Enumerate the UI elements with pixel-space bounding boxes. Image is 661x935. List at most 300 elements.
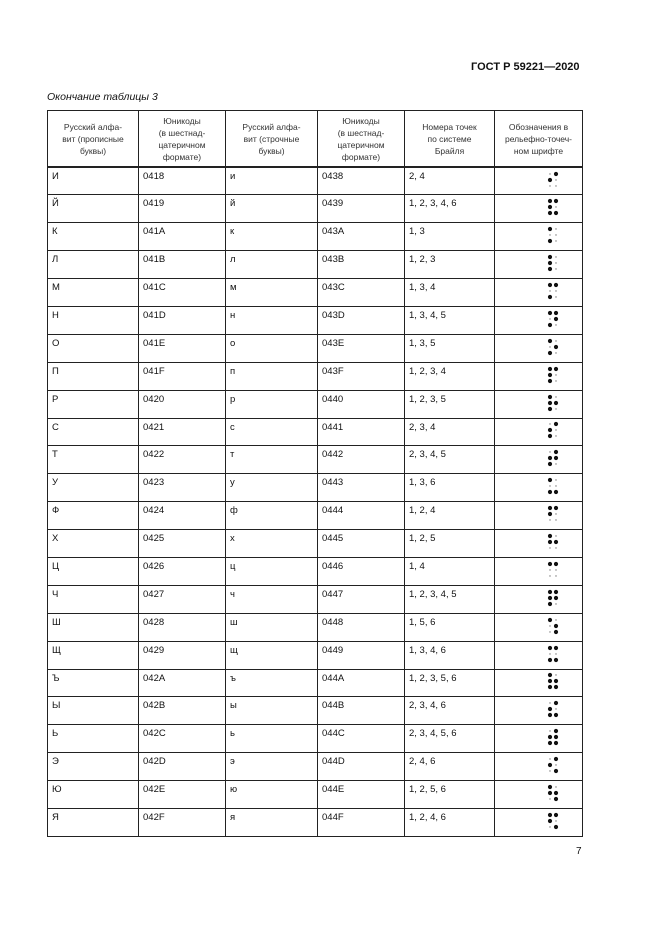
- lower-unicode-cell: 044C: [318, 725, 405, 753]
- upper-letter-cell: Й: [48, 195, 139, 223]
- lower-letter-cell: ц: [226, 557, 318, 585]
- upper-unicode-cell: 042F: [139, 808, 226, 836]
- braille-dot-raised: [547, 707, 551, 711]
- table-caption: Окончание таблицы 3: [47, 91, 158, 103]
- braille-dot-flat: [549, 519, 550, 520]
- braille-symbol-cell: [495, 613, 583, 641]
- upper-unicode-cell: 0424: [139, 502, 226, 530]
- upper-unicode-cell: 041A: [139, 223, 226, 251]
- braille-dot-raised: [547, 373, 551, 377]
- lower-letter-cell: у: [226, 474, 318, 502]
- lower-letter-cell: и: [226, 167, 318, 195]
- braille-dot-flat: [555, 603, 556, 604]
- header-line: Обозначения в: [508, 121, 569, 132]
- braille-dot-raised: [553, 791, 557, 795]
- braille-dot-flat: [555, 675, 556, 676]
- table-row: [48, 390, 583, 418]
- lower-unicode-cell: 0439: [318, 195, 405, 223]
- dot-numbers-cell: 1, 2, 3, 4, 5: [405, 585, 495, 613]
- braille-dot-raised: [547, 283, 551, 287]
- braille-dot-raised: [547, 394, 551, 398]
- dot-numbers-cell: 1, 3: [405, 223, 495, 251]
- lower-unicode-cell: 0440: [318, 390, 405, 418]
- lower-letter-cell: л: [226, 251, 318, 279]
- header-line: Русский алфа-: [63, 121, 123, 132]
- upper-letter-cell: Ш: [48, 613, 139, 641]
- braille-dot-flat: [555, 352, 556, 353]
- upper-unicode-cell: 042C: [139, 725, 226, 753]
- lower-letter-cell: о: [226, 334, 318, 362]
- braille-dot-flat: [549, 703, 550, 704]
- braille-dot-raised: [553, 400, 557, 404]
- braille-dot-flat: [549, 758, 550, 759]
- dot-numbers-cell: 2, 3, 4: [405, 418, 495, 446]
- braille-dot-flat: [555, 430, 556, 431]
- upper-letter-cell: О: [48, 334, 139, 362]
- braille-dot-raised: [553, 367, 557, 371]
- braille-dot-flat: [549, 653, 550, 654]
- upper-letter-cell: Ы: [48, 697, 139, 725]
- lower-unicode-cell: 043E: [318, 334, 405, 362]
- braille-dot-raised: [547, 227, 551, 231]
- upper-unicode-cell: 041F: [139, 362, 226, 390]
- braille-symbol: [546, 727, 560, 747]
- braille-dot-raised: [547, 478, 551, 482]
- braille-symbol-cell: [495, 390, 583, 418]
- header-line: цатеричном: [337, 139, 385, 150]
- braille-dot-raised: [553, 422, 557, 426]
- header-line: Юникоды: [342, 115, 380, 126]
- braille-dot-raised: [553, 540, 557, 544]
- dot-numbers-cell: 1, 2, 3, 4: [405, 362, 495, 390]
- braille-symbol-cell: [495, 362, 583, 390]
- upper-unicode-cell: 042B: [139, 697, 226, 725]
- header-line: Брайля: [434, 145, 465, 156]
- braille-dot-flat: [555, 374, 556, 375]
- header-line: цатеричном: [158, 139, 206, 150]
- braille-dot-raised: [553, 645, 557, 649]
- braille-dot-raised: [553, 311, 557, 315]
- braille-dot-raised: [553, 450, 557, 454]
- braille-dot-raised: [547, 239, 551, 243]
- upper-unicode-cell: 0420: [139, 390, 226, 418]
- braille-dot-flat: [549, 798, 550, 799]
- header-line: Номера точек: [422, 121, 477, 132]
- braille-dot-raised: [553, 199, 557, 203]
- lower-unicode-cell: 0441: [318, 418, 405, 446]
- braille-dot-raised: [547, 596, 551, 600]
- lower-letter-cell: й: [226, 195, 318, 223]
- braille-table: [47, 110, 583, 837]
- braille-symbol: [546, 448, 560, 468]
- braille-dot-flat: [555, 396, 556, 397]
- lower-unicode-cell: 044A: [318, 669, 405, 697]
- braille-symbol: [546, 365, 560, 385]
- braille-symbol: [546, 337, 560, 357]
- upper-unicode-cell: 042D: [139, 753, 226, 781]
- header-line: формате): [162, 151, 202, 162]
- braille-dot-raised: [547, 490, 551, 494]
- upper-letter-cell: Р: [48, 390, 139, 418]
- braille-dot-raised: [553, 825, 557, 829]
- braille-dot-flat: [555, 268, 556, 269]
- dot-numbers-cell: 1, 4: [405, 557, 495, 585]
- braille-dot-raised: [547, 791, 551, 795]
- lower-letter-cell: ъ: [226, 669, 318, 697]
- table-row: [48, 334, 583, 362]
- header-lower-unicode: [318, 111, 405, 168]
- braille-dot-raised: [553, 317, 557, 321]
- braille-dot-flat: [555, 513, 556, 514]
- table-row: [48, 808, 583, 836]
- braille-symbol-cell: [495, 697, 583, 725]
- braille-symbol: [546, 476, 560, 496]
- lower-unicode-cell: 044D: [318, 753, 405, 781]
- braille-dot-raised: [553, 713, 557, 717]
- table-row: [48, 641, 583, 669]
- braille-dot-raised: [547, 673, 551, 677]
- table-row: [48, 418, 583, 446]
- dot-numbers-cell: 2, 4: [405, 167, 495, 195]
- header-upper-letter: [48, 111, 139, 168]
- dot-numbers-cell: 2, 3, 4, 5: [405, 446, 495, 474]
- dot-numbers-cell: 1, 3, 6: [405, 474, 495, 502]
- braille-symbol: [546, 253, 560, 273]
- header-lower-letter: [226, 111, 318, 168]
- upper-unicode-cell: 0425: [139, 530, 226, 558]
- dot-numbers-cell: 1, 2, 4: [405, 502, 495, 530]
- braille-symbol-cell: [495, 502, 583, 530]
- lower-unicode-cell: 044F: [318, 808, 405, 836]
- braille-dot-flat: [555, 256, 556, 257]
- braille-dot-raised: [547, 562, 551, 566]
- braille-dot-raised: [547, 434, 551, 438]
- braille-dot-flat: [555, 535, 556, 536]
- lower-unicode-cell: 043C: [318, 279, 405, 307]
- lower-unicode-cell: 043A: [318, 223, 405, 251]
- braille-dot-raised: [547, 339, 551, 343]
- braille-dot-raised: [553, 741, 557, 745]
- braille-symbol: [546, 420, 560, 440]
- braille-dot-flat: [549, 486, 550, 487]
- dot-numbers-cell: 1, 2, 5: [405, 530, 495, 558]
- braille-dot-raised: [547, 713, 551, 717]
- lower-letter-cell: ь: [226, 725, 318, 753]
- lower-letter-cell: х: [226, 530, 318, 558]
- table-header-row: [48, 111, 583, 168]
- braille-dot-raised: [547, 267, 551, 271]
- document-id: ГОСТ Р 59221—2020: [471, 61, 580, 73]
- dot-numbers-cell: 1, 2, 3, 5: [405, 390, 495, 418]
- header-line: вит (строчные: [243, 133, 300, 144]
- braille-dot-raised: [547, 785, 551, 789]
- header-line: рельефно-точеч-: [504, 133, 572, 144]
- upper-unicode-cell: 041C: [139, 279, 226, 307]
- dot-numbers-cell: 1, 3, 5: [405, 334, 495, 362]
- upper-unicode-cell: 0426: [139, 557, 226, 585]
- braille-symbol-cell: [495, 306, 583, 334]
- header-line: вит (прописные: [62, 133, 124, 144]
- lower-letter-cell: р: [226, 390, 318, 418]
- braille-dot-raised: [553, 701, 557, 705]
- braille-dot-raised: [547, 763, 551, 767]
- braille-symbol: [546, 671, 560, 691]
- braille-dot-raised: [547, 211, 551, 215]
- lower-letter-cell: п: [226, 362, 318, 390]
- lower-letter-cell: щ: [226, 641, 318, 669]
- braille-symbol: [546, 197, 560, 217]
- braille-dot-raised: [547, 735, 551, 739]
- upper-unicode-cell: 042E: [139, 781, 226, 809]
- header-line: Юникоды: [163, 115, 201, 126]
- braille-dot-flat: [555, 519, 556, 520]
- lower-letter-cell: к: [226, 223, 318, 251]
- lower-letter-cell: я: [226, 808, 318, 836]
- braille-dot-raised: [547, 205, 551, 209]
- header-braille-symbol: [495, 111, 583, 168]
- upper-letter-cell: Х: [48, 530, 139, 558]
- lower-unicode-cell: 0446: [318, 557, 405, 585]
- braille-dot-flat: [549, 575, 550, 576]
- braille-dot-raised: [553, 657, 557, 661]
- braille-dot-raised: [553, 345, 557, 349]
- braille-symbol: [546, 309, 560, 329]
- upper-unicode-cell: 0419: [139, 195, 226, 223]
- braille-dot-flat: [549, 318, 550, 319]
- braille-dot-flat: [549, 452, 550, 453]
- upper-unicode-cell: 0428: [139, 613, 226, 641]
- lower-unicode-cell: 0442: [318, 446, 405, 474]
- braille-dot-flat: [555, 241, 556, 242]
- dot-numbers-cell: 2, 3, 4, 6: [405, 697, 495, 725]
- braille-dot-raised: [547, 295, 551, 299]
- lower-unicode-cell: 044E: [318, 781, 405, 809]
- lower-unicode-cell: 0445: [318, 530, 405, 558]
- braille-symbol-cell: [495, 474, 583, 502]
- braille-symbol-cell: [495, 725, 583, 753]
- header-line: буквы): [79, 145, 107, 156]
- braille-dot-flat: [555, 486, 556, 487]
- braille-dot-flat: [555, 619, 556, 620]
- dot-numbers-cell: 1, 2, 3: [405, 251, 495, 279]
- braille-dot-raised: [553, 456, 557, 460]
- braille-symbol: [546, 281, 560, 301]
- upper-letter-cell: М: [48, 279, 139, 307]
- braille-dot-flat: [555, 229, 556, 230]
- braille-symbol-cell: [495, 641, 583, 669]
- braille-dot-raised: [553, 283, 557, 287]
- table-row: [48, 195, 583, 223]
- lower-unicode-cell: 0444: [318, 502, 405, 530]
- braille-symbol-cell: [495, 251, 583, 279]
- table-row: [48, 613, 583, 641]
- upper-letter-cell: Ъ: [48, 669, 139, 697]
- header-line: буквы): [258, 145, 285, 156]
- table-row: [48, 753, 583, 781]
- lower-letter-cell: с: [226, 418, 318, 446]
- upper-letter-cell: И: [48, 167, 139, 195]
- braille-dot-flat: [555, 185, 556, 186]
- braille-dot-flat: [555, 235, 556, 236]
- braille-symbol-cell: [495, 585, 583, 613]
- braille-symbol-cell: [495, 223, 583, 251]
- braille-dot-flat: [555, 262, 556, 263]
- braille-dot-flat: [555, 464, 556, 465]
- braille-symbol: [546, 170, 560, 190]
- upper-letter-cell: У: [48, 474, 139, 502]
- table-row: [48, 781, 583, 809]
- braille-dot-raised: [553, 679, 557, 683]
- lower-letter-cell: ю: [226, 781, 318, 809]
- dot-numbers-cell: 2, 3, 4, 5, 6: [405, 725, 495, 753]
- dot-numbers-cell: 1, 2, 4, 6: [405, 808, 495, 836]
- dot-numbers-cell: 1, 3, 4, 6: [405, 641, 495, 669]
- braille-dot-raised: [547, 618, 551, 622]
- upper-unicode-cell: 0422: [139, 446, 226, 474]
- braille-dot-raised: [547, 602, 551, 606]
- upper-letter-cell: Я: [48, 808, 139, 836]
- lower-unicode-cell: 0447: [318, 585, 405, 613]
- braille-dot-flat: [555, 380, 556, 381]
- header-line: ном шрифте: [513, 145, 564, 156]
- upper-unicode-cell: 0429: [139, 641, 226, 669]
- table-row: [48, 362, 583, 390]
- dot-numbers-cell: 1, 2, 5, 6: [405, 781, 495, 809]
- dot-numbers-cell: 1, 2, 3, 4, 6: [405, 195, 495, 223]
- braille-dot-raised: [553, 596, 557, 600]
- braille-symbol: [546, 588, 560, 608]
- table-row: [48, 446, 583, 474]
- braille-dot-raised: [547, 255, 551, 259]
- braille-dot-raised: [547, 323, 551, 327]
- header-line: по системе: [427, 133, 472, 144]
- braille-symbol-cell: [495, 781, 583, 809]
- braille-dot-raised: [553, 729, 557, 733]
- braille-dot-flat: [549, 173, 550, 174]
- braille-dot-raised: [547, 428, 551, 432]
- lower-letter-cell: н: [226, 306, 318, 334]
- braille-dot-flat: [555, 324, 556, 325]
- upper-letter-cell: Ю: [48, 781, 139, 809]
- braille-dot-flat: [555, 408, 556, 409]
- braille-dot-raised: [547, 534, 551, 538]
- dot-numbers-cell: 1, 3, 4, 5: [405, 306, 495, 334]
- braille-symbol-cell: [495, 669, 583, 697]
- upper-letter-cell: Л: [48, 251, 139, 279]
- braille-dot-flat: [549, 547, 550, 548]
- page-number: 7: [576, 846, 582, 857]
- braille-dot-flat: [555, 569, 556, 570]
- lower-unicode-cell: 0443: [318, 474, 405, 502]
- table-row: [48, 585, 583, 613]
- table-row: [48, 167, 583, 195]
- braille-dot-raised: [553, 562, 557, 566]
- braille-dot-raised: [553, 757, 557, 761]
- braille-symbol: [546, 504, 560, 524]
- dot-numbers-cell: 1, 5, 6: [405, 613, 495, 641]
- braille-dot-raised: [553, 630, 557, 634]
- braille-dot-raised: [553, 797, 557, 801]
- braille-dot-raised: [547, 199, 551, 203]
- upper-letter-cell: С: [48, 418, 139, 446]
- dot-numbers-cell: 1, 2, 3, 5, 6: [405, 669, 495, 697]
- lower-unicode-cell: 043F: [318, 362, 405, 390]
- table-row: [48, 251, 583, 279]
- braille-dot-flat: [555, 179, 556, 180]
- braille-symbol: [546, 811, 560, 831]
- braille-symbol-cell: [495, 167, 583, 195]
- lower-letter-cell: э: [226, 753, 318, 781]
- braille-symbol-cell: [495, 334, 583, 362]
- braille-dot-raised: [547, 741, 551, 745]
- braille-dot-flat: [549, 346, 550, 347]
- table-row: [48, 530, 583, 558]
- braille-symbol: [546, 560, 560, 580]
- braille-dot-raised: [547, 400, 551, 404]
- upper-letter-cell: Т: [48, 446, 139, 474]
- lower-unicode-cell: 044B: [318, 697, 405, 725]
- lower-letter-cell: ф: [226, 502, 318, 530]
- braille-dot-flat: [549, 235, 550, 236]
- header-line: Русский алфа-: [242, 121, 301, 132]
- upper-letter-cell: П: [48, 362, 139, 390]
- upper-letter-cell: Ь: [48, 725, 139, 753]
- braille-dot-flat: [555, 480, 556, 481]
- braille-dot-flat: [555, 764, 556, 765]
- braille-dot-flat: [549, 770, 550, 771]
- braille-dot-raised: [547, 311, 551, 315]
- braille-dot-flat: [549, 631, 550, 632]
- lower-letter-cell: ы: [226, 697, 318, 725]
- braille-symbol: [546, 393, 560, 413]
- braille-dot-raised: [553, 506, 557, 510]
- braille-symbol-cell: [495, 195, 583, 223]
- lower-unicode-cell: 0449: [318, 641, 405, 669]
- braille-symbol-cell: [495, 279, 583, 307]
- braille-dot-flat: [555, 820, 556, 821]
- braille-symbol-cell: [495, 753, 583, 781]
- lower-unicode-cell: 0448: [318, 613, 405, 641]
- braille-dot-raised: [547, 178, 551, 182]
- braille-dot-raised: [553, 813, 557, 817]
- braille-dot-raised: [547, 645, 551, 649]
- braille-dot-flat: [555, 709, 556, 710]
- braille-dot-raised: [553, 211, 557, 215]
- braille-dot-raised: [547, 456, 551, 460]
- upper-unicode-cell: 0418: [139, 167, 226, 195]
- braille-symbol-cell: [495, 446, 583, 474]
- upper-unicode-cell: 0421: [139, 418, 226, 446]
- header-line: (в шестнад-: [158, 127, 206, 138]
- braille-dot-raised: [547, 261, 551, 265]
- braille-dot-flat: [549, 826, 550, 827]
- braille-symbol-cell: [495, 418, 583, 446]
- table-row: [48, 474, 583, 502]
- braille-dot-raised: [547, 590, 551, 594]
- dot-numbers-cell: 2, 4, 6: [405, 753, 495, 781]
- braille-dot-flat: [555, 575, 556, 576]
- upper-letter-cell: Ч: [48, 585, 139, 613]
- braille-dot-raised: [547, 406, 551, 410]
- upper-unicode-cell: 041B: [139, 251, 226, 279]
- braille-dot-flat: [555, 547, 556, 548]
- upper-unicode-cell: 042A: [139, 669, 226, 697]
- upper-letter-cell: Н: [48, 306, 139, 334]
- braille-dot-raised: [547, 379, 551, 383]
- table-row: [48, 725, 583, 753]
- braille-dot-raised: [547, 813, 551, 817]
- braille-dot-flat: [549, 731, 550, 732]
